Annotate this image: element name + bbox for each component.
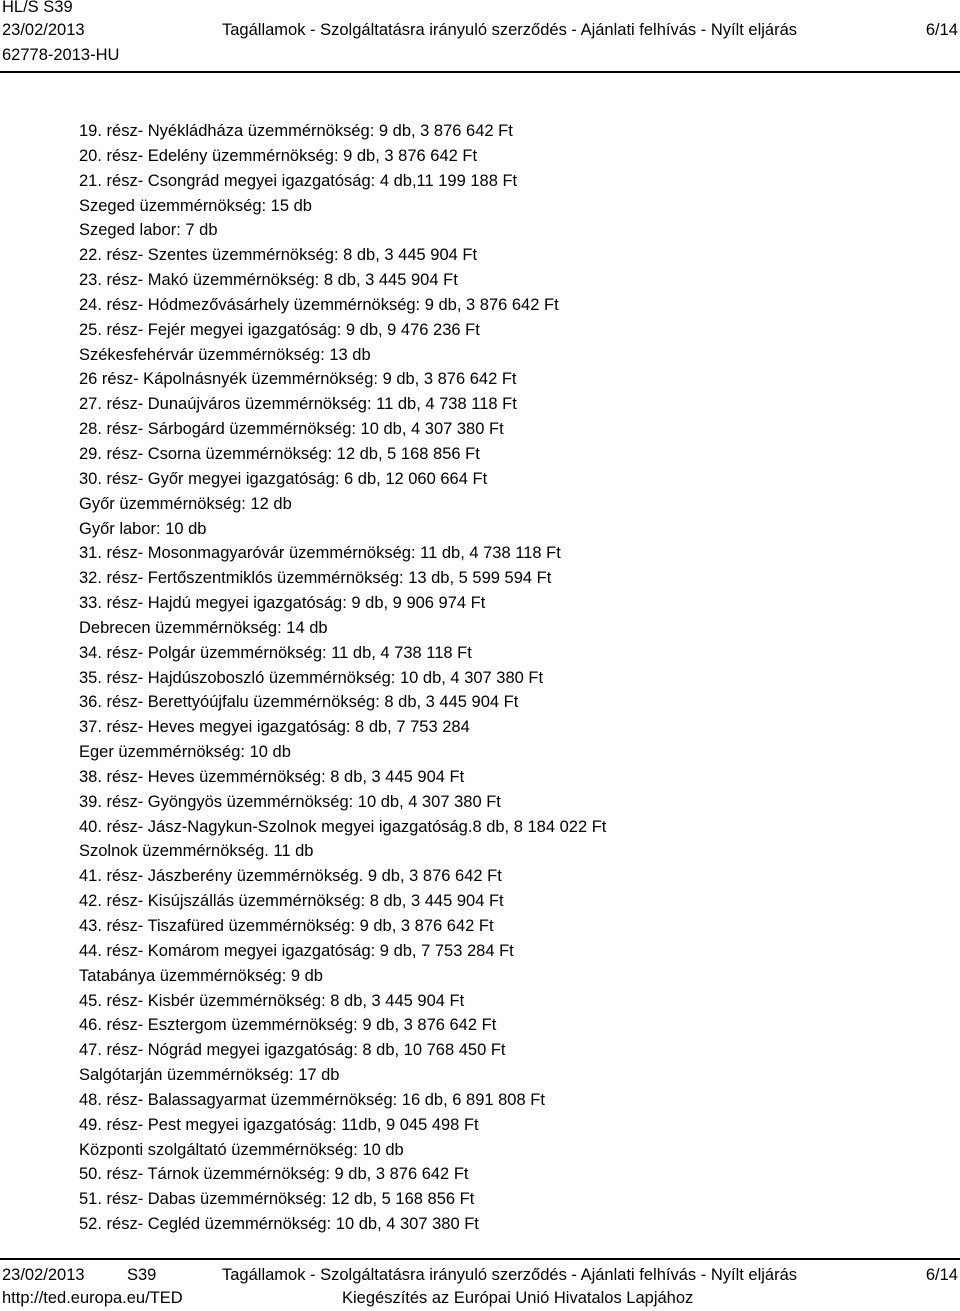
footer-journal-name: Kiegészítés az Európai Unió Hivatalos Lapjához	[342, 1289, 694, 1307]
text-line: 30. rész- Győr megyei igazgatóság: 6 db, 12 060 664 Ft	[79, 469, 488, 488]
text-line: Szeged labor: 7 db	[79, 221, 218, 240]
text-line: Győr labor: 10 db	[79, 519, 207, 538]
text-line: 32. rész- Fertőszentmiklós üzemmérnökség: 13 db, 5 599 594 Ft	[79, 569, 552, 588]
header-page-number: 6/14	[925, 21, 958, 39]
text-line: 37. rész- Heves megyei igazgatóság: 8 db, 7 753 284	[79, 718, 470, 737]
text-line: 19. rész- Nyékládháza üzemmérnökség: 9 db, 3 876 642 Ft	[79, 122, 513, 140]
text-line: 44. rész- Komárom megyei igazgatóság: 9 db, 7 753 284 Ft	[79, 941, 514, 960]
text-line: 46. rész- Esztergom üzemmérnökség: 9 db, 3 876 642 Ft	[79, 1016, 497, 1035]
header-divider	[0, 71, 960, 73]
text-line: 40. rész- Jász-Nagykun-Szolnok megyei igazgatóság.8 db, 8 184 022 Ft	[79, 817, 607, 836]
text-line: 36. rész- Berettyóújfalu üzemmérnökség: 8 db, 3 445 904 Ft	[79, 693, 519, 712]
text-line: 51. rész- Dabas üzemmérnökség: 12 db, 5 168 856 Ft	[79, 1190, 475, 1209]
text-line: 34. rész- Polgár üzemmérnökség: 11 db, 4 738 118 Ft	[79, 643, 472, 662]
footer-series: S39	[127, 1266, 157, 1284]
text-line: Debrecen üzemmérnökség: 14 db	[79, 618, 328, 637]
text-line: 26 rész- Kápolnásnyék üzemmérnökség: 9 db, 3 876 642 Ft	[79, 370, 517, 389]
text-line: 50. rész- Tárnok üzemmérnökség: 9 db, 3 876 642 Ft	[79, 1165, 469, 1184]
text-line: 28. rész- Sárbogárd üzemmérnökség: 10 db, 4 307 380 Ft	[79, 420, 504, 439]
document-body	[79, 119, 939, 1237]
text-line: 43. rész- Tiszafüred üzemmérnökség: 9 db, 3 876 642 Ft	[79, 917, 494, 935]
text-line: 24. rész- Hódmezővásárhely üzemmérnökség: 9 db, 3 876 642 Ft	[79, 295, 559, 314]
journal-series-code: HL/S S39	[2, 0, 73, 16]
text-line: Tatabánya üzemmérnökség: 9 db	[79, 966, 323, 985]
text-line: 23. rész- Makó üzemmérnökség: 8 db, 3 445 904 Ft	[79, 271, 458, 290]
text-line: 47. rész- Nógrád megyei igazgatóság: 8 db, 10 768 450 Ft	[79, 1041, 506, 1060]
footer-divider	[0, 1258, 960, 1260]
text-line: 20. rész- Edelény üzemmérnökség: 9 db, 3 876 642 Ft	[79, 146, 478, 165]
text-line: 38. rész- Heves üzemmérnökség: 8 db, 3 445 904 Ft	[79, 767, 465, 786]
text-line: 52. rész- Cegléd üzemmérnökség: 10 db, 4 307 380 Ft	[79, 1215, 479, 1234]
text-line: 21. rész- Csongrád megyei igazgatóság: 4 db,11 199 188 Ft	[79, 171, 518, 190]
page-footer	[0, 1258, 960, 1311]
header-date: 23/02/2013	[2, 21, 85, 39]
text-line: 27. rész- Dunaújváros üzemmérnökség: 11 db, 4 738 118 Ft	[79, 395, 517, 414]
text-line: Szeged üzemmérnökség: 15 db	[79, 196, 312, 215]
text-line: 48. rész- Balassagyarmat üzemmérnökség: 16 db, 6 891 808 Ft	[79, 1090, 545, 1109]
text-line: 49. rész- Pest megyei igazgatóság: 11db, 9 045 498 Ft	[79, 1115, 479, 1134]
footer-date: 23/02/2013	[2, 1266, 85, 1284]
page-header	[0, 0, 960, 72]
text-line: 29. rész- Csorna üzemmérnökség: 12 db, 5 168 856 Ft	[79, 444, 480, 463]
header-title: Tagállamok - Szolgáltatásra irányuló szerződés - Ajánlati felhívás - Nyílt eljárás	[222, 21, 798, 39]
text-line: 31. rész- Mosonmagyaróvár üzemmérnökség: 11 db, 4 738 118 Ft	[79, 544, 561, 563]
text-line: 39. rész- Gyöngyös üzemmérnökség: 10 db, 4 307 380 Ft	[79, 792, 501, 811]
text-line: 42. rész- Kisújszállás üzemmérnökség: 8 db, 3 445 904 Ft	[79, 892, 504, 911]
text-line: 45. rész- Kisbér üzemmérnökség: 8 db, 3 445 904 Ft	[79, 991, 465, 1010]
footer-url: http://ted.europa.eu/TED	[2, 1289, 183, 1307]
notice-number: 62778-2013-HU	[2, 46, 120, 64]
text-line: Székesfehérvár üzemmérnökség: 13 db	[79, 345, 371, 364]
text-line: Központi szolgáltató üzemmérnökség: 10 db	[79, 1140, 404, 1159]
text-line: 41. rész- Jászberény üzemmérnökség. 9 db, 3 876 642 Ft	[79, 867, 502, 886]
text-line: Szolnok üzemmérnökség. 11 db	[79, 842, 314, 861]
text-line: 33. rész- Hajdú megyei igazgatóság: 9 db, 9 906 974 Ft	[79, 594, 486, 613]
text-line: Salgótarján üzemmérnökség: 17 db	[79, 1066, 340, 1085]
text-line: Győr üzemmérnökség: 12 db	[79, 494, 292, 513]
footer-page-number: 6/14	[925, 1266, 958, 1284]
footer-title: Tagállamok - Szolgáltatásra irányuló szerződés - Ajánlati felhívás - Nyílt eljárás	[222, 1266, 798, 1284]
text-line: 22. rész- Szentes üzemmérnökség: 8 db, 3 445 904 Ft	[79, 246, 478, 265]
text-line: Eger üzemmérnökség: 10 db	[79, 743, 291, 762]
text-line: 35. rész- Hajdúszoboszló üzemmérnökség: 10 db, 4 307 380 Ft	[79, 668, 544, 687]
text-line: 25. rész- Fejér megyei igazgatóság: 9 db, 9 476 236 Ft	[79, 320, 480, 339]
